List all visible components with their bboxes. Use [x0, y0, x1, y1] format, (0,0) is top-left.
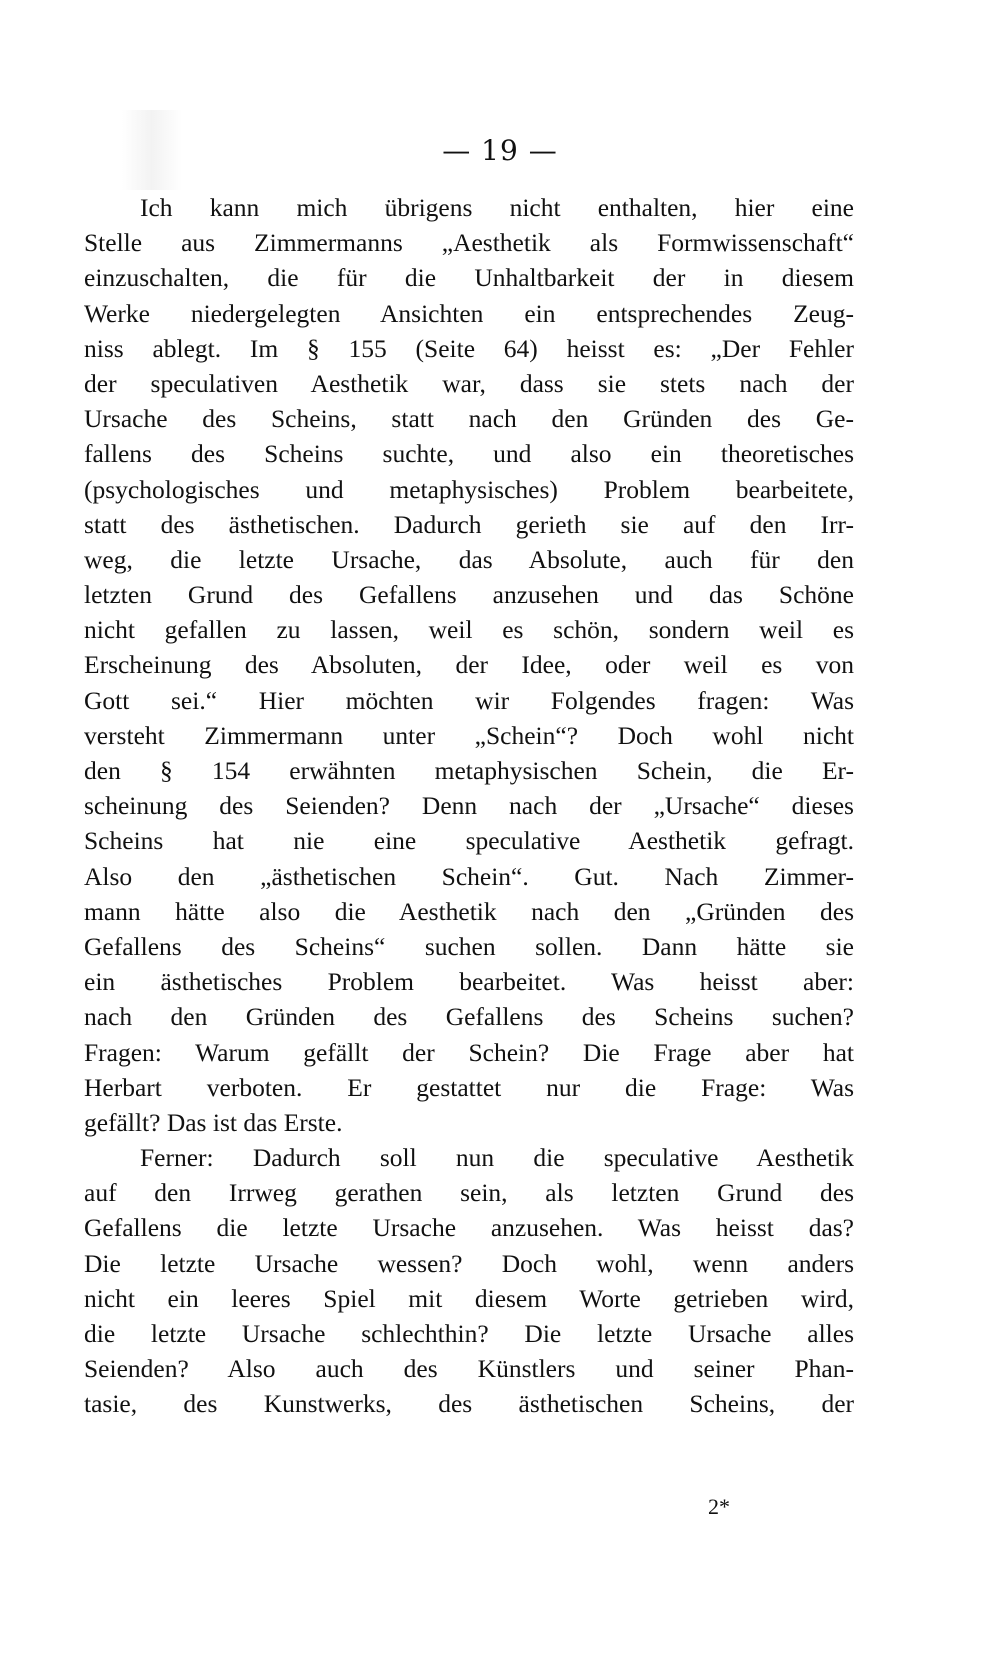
text-line: Scheins hat nie eine speculative Aesthetik gefragt.	[84, 826, 854, 856]
text-line: nach den Gründen des Gefallens des Scheins suchen?	[84, 1002, 854, 1032]
text-line: statt des ästhetischen. Dadurch gerieth sie auf den Irr-	[84, 509, 854, 539]
text-line: der speculativen Aesthetik war, dass sie stets nach der	[84, 368, 854, 398]
text-line: Gott sei.“ Hier möchten wir Folgendes fragen: Was	[84, 685, 854, 715]
text-line: den § 154 erwähnten metaphysischen Schein, die Er-	[84, 756, 854, 785]
text-line: Erscheinung des Absoluten, der Idee, oder weil es von	[84, 650, 854, 680]
text-line: einzuschalten, die für die Unhaltbarkeit der in diesem	[84, 263, 854, 293]
text-line: fallens des Scheins suchte, und also ein theoretisches	[84, 439, 854, 469]
text-line: ein ästhetisches Problem bearbeitet. Was heisst aber:	[84, 967, 854, 997]
signature-mark: 2*	[708, 1494, 730, 1519]
body-text	[84, 190, 854, 1422]
text-line: Ich kann mich übrigens nicht enthalten, hier eine	[140, 193, 854, 222]
text-line: Seienden? Also auch des Künstlers und seiner Phan-	[84, 1354, 854, 1384]
text-line: Ferner: Dadurch soll nun die speculative Aesthetik	[140, 1143, 854, 1173]
text-line: nicht ein leeres Spiel mit diesem Worte getrieben wird,	[84, 1283, 854, 1313]
text-line: niss ablegt. Im § 155 (Seite 64) heisst es: „Der Fehler	[84, 333, 854, 363]
text-line: auf den Irrweg gerathen sein, als letzten Grund des	[84, 1178, 854, 1208]
text-line: versteht Zimmermann unter „Schein“? Doch wohl nicht	[84, 720, 854, 750]
text-line: Ursache des Scheins, statt nach den Gründen des Ge-	[84, 404, 854, 434]
text-line: Herbart verboten. Er gestattet nur die Frage: Was	[84, 1072, 854, 1102]
text-line: mann hätte also die Aesthetik nach den „Gründen des	[84, 896, 854, 926]
text-line: gefällt? Das ist das Erste.	[84, 1107, 343, 1137]
text-line: scheinung des Seienden? Denn nach der „Ursache“ dieses	[84, 791, 854, 821]
text-line: weg, die letzte Ursache, das Absolute, auch für den	[84, 544, 854, 574]
text-line: (psychologisches und metaphysisches) Problem bearbeitete,	[84, 474, 854, 504]
text-line: tasie, des Kunstwerks, des ästhetischen Scheins, der	[84, 1389, 854, 1419]
text-line: nicht gefallen zu lassen, weil es schön, sondern weil es	[84, 615, 854, 645]
page-number-header: — 19 —	[442, 134, 558, 167]
text-line: Gefallens des Scheins“ suchen sollen. Dann hätte sie	[84, 931, 854, 961]
text-line: Gefallens die letzte Ursache anzusehen. Was heisst das?	[84, 1213, 854, 1243]
text-line: Werke niedergelegten Ansichten ein entsprechendes Zeug-	[84, 298, 854, 328]
text-line: Fragen: Warum gefällt der Schein? Die Frage aber hat	[84, 1037, 854, 1067]
text-line: letzten Grund des Gefallens anzusehen und das Schöne	[84, 580, 854, 610]
text-line: Die letzte Ursache wessen? Doch wohl, wenn anders	[84, 1248, 854, 1278]
text-line: Also den „ästhetischen Schein“. Gut. Nach Zimmer-	[84, 861, 854, 891]
text-line: die letzte Ursache schlechthin? Die letzte Ursache alles	[84, 1319, 854, 1348]
text-line: Stelle aus Zimmermanns „Aesthetik als Formwissenschaft“	[84, 228, 854, 258]
